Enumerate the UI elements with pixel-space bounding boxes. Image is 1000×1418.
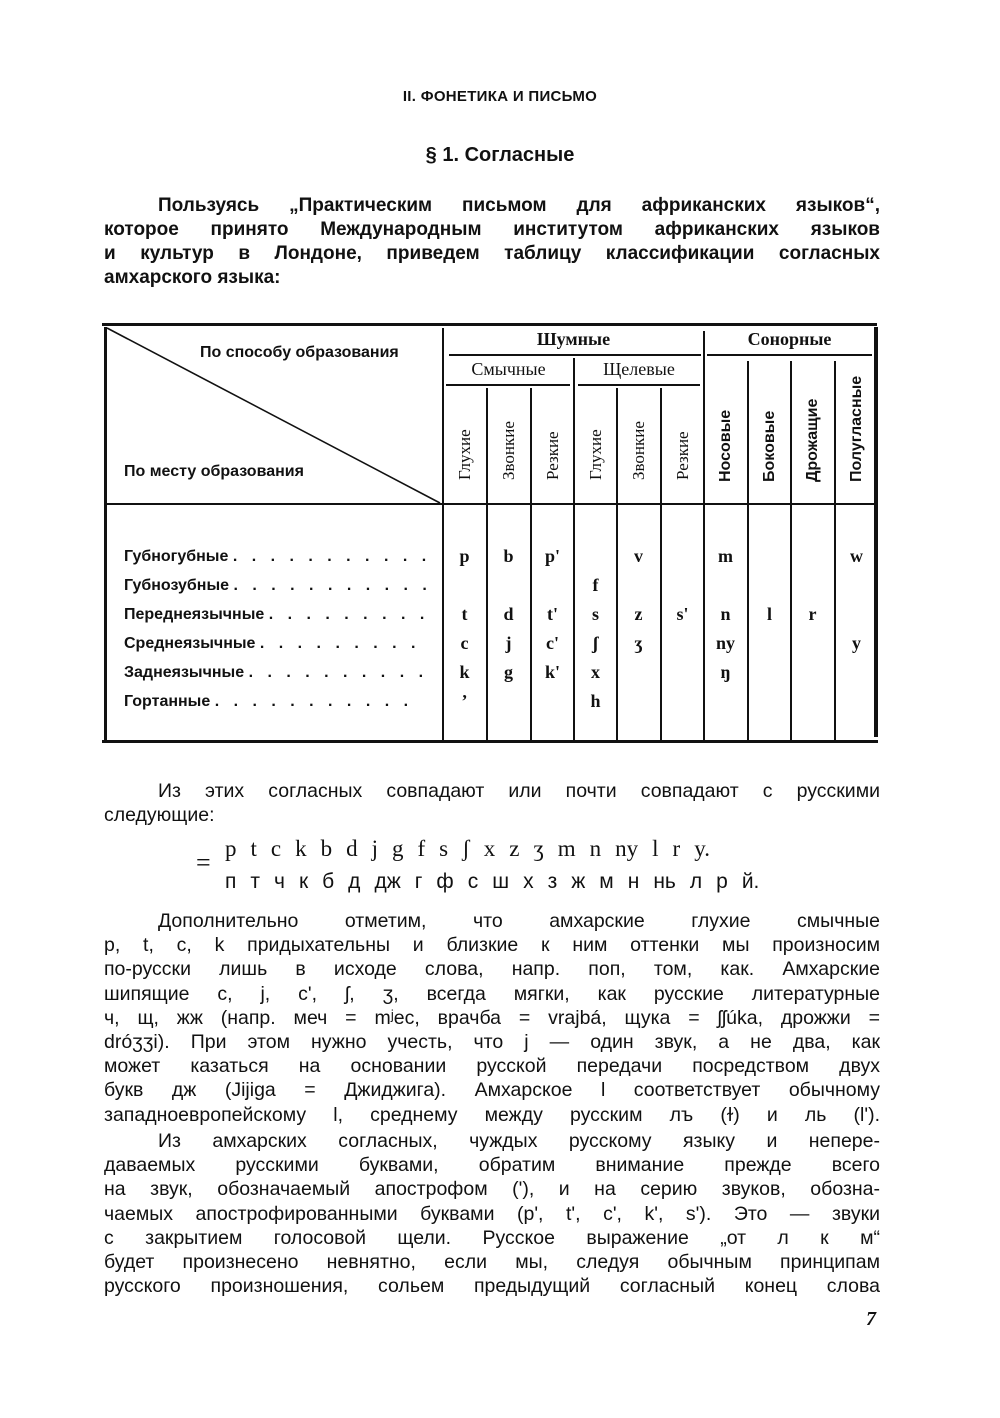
text-line: западноевропейскому l, среднему между русским лъ (ɫ) и ль (l'). (104, 1103, 880, 1126)
text-line: которое принято Международным институтом африканских языков (104, 219, 880, 240)
text-line: ч, щ, жж (напр. меч = mʲec, врачба = vrajbá, щука = ʃʃúka, дрожжи = (104, 1006, 880, 1029)
text-line: будет произнесено невнятно, если мы, следуя обычным принципам (104, 1250, 880, 1273)
text-line: p, t, c, k придыхательны и близкие к ним оттенки мы произносим (104, 934, 880, 957)
group-rule-sonorant (707, 354, 872, 356)
table-cell (791, 542, 834, 571)
table-cell: r (808, 604, 817, 624)
table-cell: p' (544, 546, 560, 566)
text-line: Пользуясь „Практическим письмом для африканских языков“, (158, 195, 880, 216)
column-header: Дрожащие (803, 398, 821, 482)
table-cell: ʼ (461, 691, 468, 711)
table-cell: ʃ (592, 633, 599, 653)
table-cell (748, 542, 791, 571)
table-cell: l (766, 604, 772, 624)
table-cell: s (591, 604, 599, 624)
column-header: Глухие (585, 429, 605, 480)
group-header-noisy: Шумные (536, 329, 611, 349)
latin-row: p t c k b d j g f s ʃ x z ʒ m n ny l r y. (225, 836, 710, 861)
table-cell (748, 571, 791, 600)
table-cell (791, 629, 834, 658)
row-label: Заднеязычные . . . . . . . . . . (124, 664, 429, 681)
table-cell (791, 658, 834, 687)
group-header-sonorant: Сонорные (747, 329, 832, 349)
table-cell (617, 658, 660, 687)
row-label: Губногубные . . . . . . . . . . . (124, 548, 432, 565)
table-cell (835, 571, 878, 600)
column-header: Полугласные (847, 375, 865, 482)
table-cell (661, 571, 704, 600)
text-line: dróʒʒi). При этом нужно учесть, что j — один звук, а не два, как (104, 1030, 880, 1053)
column-header: Боковые (760, 410, 778, 482)
page-number: 7 (866, 1308, 876, 1330)
table-cell: m (718, 546, 733, 566)
column-header: Звонкие (628, 421, 648, 480)
table-cell (443, 571, 486, 600)
text-line: букв дж (Jijiga = Джиджига). Амхарское l соответствует обычному (104, 1079, 880, 1102)
column-header: Носовые (716, 409, 734, 482)
table-cell (791, 571, 834, 600)
subgroup-header-fricatives: Щелевые (603, 359, 675, 379)
table-cell: w (850, 546, 863, 566)
table-cell: p (459, 546, 470, 566)
column-header: Резкие (542, 431, 562, 480)
row-label: Гортанные . . . . . . . . . . . (124, 693, 414, 710)
text-line: на звук, обозначаемый апострофом ('), и на серию звуков, обозна- (104, 1178, 880, 1201)
text-line: с закрытием голосовой щели. Русское выражение „от л к м“ (104, 1226, 880, 1249)
table-cell (574, 542, 617, 571)
row-label: Переднеязычные . . . . . . . . . (124, 606, 430, 623)
column-header: Резкие (672, 431, 692, 480)
table-cell (748, 629, 791, 658)
table-cell: ny (715, 633, 735, 653)
cyrillic-row: п т ч к б д дж г ф с ш х з ж м н нь л р й. (225, 870, 760, 893)
text-line: и культур в Лондоне, приведем таблицу классификации согласных (104, 243, 880, 264)
text-line: русского произношения, сольем предыдущий согласный конец слова (104, 1275, 880, 1298)
stub-header-bottom: По месту образования (124, 463, 304, 480)
foreign-sounds-paragraph (104, 1129, 880, 1298)
subgroup-header-stops: Смычные (471, 359, 546, 379)
text-line: даваемых русскими буквами, обратим внимание прежде всего (104, 1154, 880, 1177)
table-cell (661, 542, 704, 571)
row-label: Губнозубные . . . . . . . . . . . (124, 577, 432, 594)
table-cell (835, 687, 878, 716)
table-cell: k (459, 662, 470, 682)
table-cell: b (503, 546, 514, 566)
text-line: шипящие c, j, c', ʃ, ʒ, всегда мягки, как русские литературные (104, 982, 880, 1005)
column-header: Звонкие (498, 421, 518, 480)
table-cell (661, 629, 704, 658)
text-line: может казаться на основании русской передачи посредством двух (104, 1055, 880, 1078)
text-line: следующие: (104, 804, 215, 827)
text-line: Из этих согласных совпадают или почти совпадают с русскими (158, 780, 880, 802)
table-cell: c (460, 633, 469, 653)
table-cell (704, 687, 747, 716)
table-cell: ʒ (634, 633, 643, 653)
chapter-title: II. ФОНЕТИКА И ПИСЬМО (402, 88, 598, 105)
table-cell: j (505, 633, 512, 653)
table-cell (617, 687, 660, 716)
table-cell: s' (676, 604, 689, 624)
table-cell: h (590, 691, 601, 711)
text-line: Из амхарских согласных, чуждых русскому языку и непере- (158, 1130, 880, 1152)
table-cell: g (504, 662, 513, 682)
table-bottom-border (102, 740, 878, 743)
table-cell (487, 571, 530, 600)
stub-header-top: По способу образования (200, 344, 399, 361)
table-cell: c' (546, 633, 559, 653)
row-label: Среднеязычные . . . . . . . . . (124, 635, 421, 652)
table-cell (487, 687, 530, 716)
letter-correspondence (0, 836, 1000, 900)
table-cell (748, 687, 791, 716)
section-title: § 1. Согласные (425, 144, 575, 166)
table-cell: z (634, 604, 643, 624)
table-cell: ŋ (720, 662, 731, 682)
text-line: Дополнительно отметим, что амхарские глухие смычные (158, 910, 880, 932)
text-line: чаемых апострофированными буквами (p', t', c', k', s'). Это — звуки (104, 1202, 880, 1225)
table-cell: v (634, 546, 643, 566)
table-cell (617, 571, 660, 600)
column-header: Глухие (454, 429, 474, 480)
table-cell (835, 600, 878, 629)
table-cell (704, 571, 747, 600)
table-cell: d (503, 604, 514, 624)
additional-paragraph (104, 909, 880, 1127)
table-cell (661, 687, 704, 716)
table-cell: t' (547, 604, 558, 624)
table-cell: x (591, 662, 600, 682)
table-cell (661, 658, 704, 687)
equals-sign: = (196, 848, 211, 877)
table-cell (531, 687, 574, 716)
table-cell: k' (544, 662, 560, 682)
table-cell: t (461, 604, 468, 624)
table-cell: y (852, 633, 861, 653)
coincide-paragraph (104, 779, 880, 827)
table-cell (791, 687, 834, 716)
table-cell: n (720, 604, 731, 624)
consonant-table (104, 323, 877, 743)
table-cell (835, 658, 878, 687)
table-cell (531, 571, 574, 600)
intro-paragraph (104, 194, 880, 290)
table-cell (748, 658, 791, 687)
table-cell: f (592, 575, 599, 595)
text-line: по-русски лишь в исходе слова, напр. поп, том, как. Амхарские (104, 958, 880, 981)
text-line: амхарского языка: (104, 267, 281, 288)
group-rule-noisy (449, 354, 701, 356)
